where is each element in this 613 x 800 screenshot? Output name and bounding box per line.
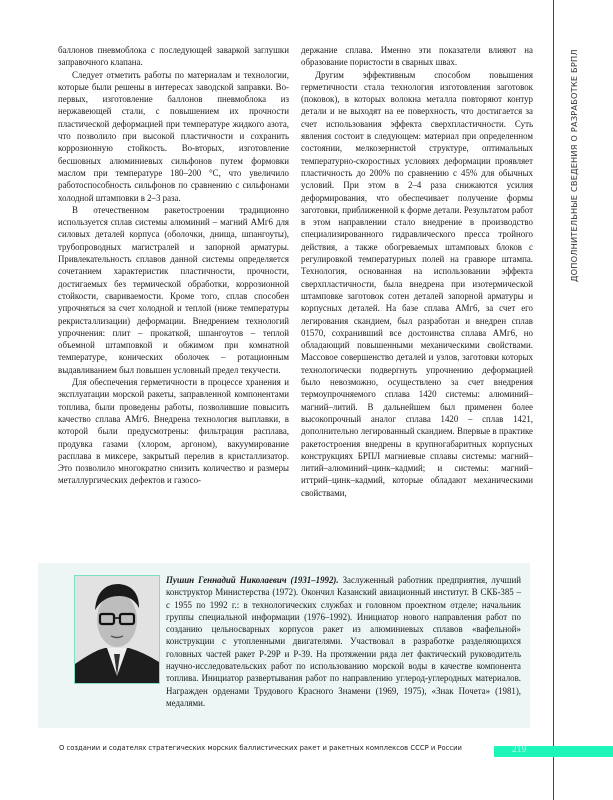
paragraph: держание сплава. Именно эти показатели влияют на образование пористости в сварных швах.: [301, 45, 533, 68]
running-footer-title: О создании и содателях стратегических морских баллистических ракет и ракетных комплексов СССР и России: [59, 744, 462, 752]
left-text-column: [58, 44, 289, 487]
margin-divider-line: [553, 0, 554, 800]
paragraph: В отечественном ракетостроении традиционно используется сплав системы алюминий – магний АМг6 для силовых деталей корпуса (оболочки, днища, шпангоуты), трубопроводных магистралей и запорной арматуры. Привлекательность сплавов данной системы определяется сочетанием характеристик пластичности, прочности, достигаемых без термической обработки, коррозионной стойкости, свариваемости. Кроме того, сплав способен упрочняться за счет холодной и теплой (ниже температуры рекристаллизации) деформации. Внедрением технологий упрочнения: плит – прокаткой, шпангоутов – теплой объемной штамповкой и обжимом при комнатной температуре, конических оболочек – ротационным выдавливанием был повышен условный предел текучести.: [58, 204, 289, 375]
paragraph: Другим эффективным способом повышения герметичности стала технология изготовления заготовок (поковок), в которых волокна металла повторяют контур детали и не выходят на ее поверхность, что достигается за счет использования эффекта сверхпластичности. Суть явления состоит в следующем: материал при определенном состоянии, мелкозернистой структуре, оптимальных температурно-скоростных условиях деформации проявляет пластичность до 200% по сравнению с 45% для обычных условий. При этом в 2–4 раза снижаются усилия деформирования, что обеспечивает получение формы заготовки, приближенной к форме детали. Результатом работ в этом направлении стало внедрение в производство специализированного гидравлического пресса тройного действия, а также обогреваемых штамповых блоков с регулировкой температурных полей на гравюре штампа. Технология, основанная на использовании эффекта сверхпластичности, была внедрена при изотермической штамповке заготовок сотен деталей запорной арматуры и корпусных деталей. На базе сплава АМг6, за счет его легирования скандием, был разработан и внедрен сплав 01570, сохранивший все достоинства сплава АМг6, но обладающий повышенными механическими свойствами. Массовое совершенство деталей и узлов, заготовки которых технологически подвергнуть упрочнению деформацией было невозможно, осуществлено за счет внедрения термоупрочняемого сплава 1420 системы: алюминий–магний–литий. В дальнейшем был применен более высокопрочный аналог сплава 1420 – сплав 1421, дополнительно легированный скандием. Впервые в практике ракетостроения внедрены в крупногабаритных корпусных конструкциях БРПЛ магниевые сплавы системы: магний–литий–алюминий–цинк–кадмий; и системы: магний–иттрий–цинк–кадмий, которые обладают механическими свойствами,: [301, 69, 533, 498]
biography-box: [38, 563, 530, 728]
paragraph: баллонов пневмоблока с последующей заваркой заглушки заправочного клапана.: [58, 45, 289, 68]
section-side-title-text: ДОПОЛНИТЕЛЬНЫЕ СВЕДЕНИЯ О РАЗРАБОТКЕ БРПЛ: [569, 49, 579, 282]
portrait-image-icon: [75, 576, 159, 683]
right-text-column: [301, 44, 533, 499]
paragraph: Следует отметить работы по материалам и технологии, которые были решены в интересах заводской заправки. Во-первых, изготовление баллонов пневмоблока из нержавеющей стали, с повышением их прочности пластической деформацией при температуре жидкого азота, что позволило при высокой пластичности и сохранить коррозионную стойкость. Во-вторых, изготовление бесшовных алюминиевых сильфонов путем формовки маслом при температуре 180–200 °С, что увеличило работоспособность сильфонов по сравнению с сильфонами холодной штамповки в 2–3 раза.: [58, 69, 289, 203]
biography-body: Заслуженный работник предприятия, лучший конструктор Министерства (1972). Окончил Казанский авиационный институт. В СКБ-385 – с 1955 по 1992 г.: в технологических службах и головном проектном отделе; начальник группы специальной информации (1976–1992). Инициатор нового направления работ по созданию цельносварных корпусов ракет из алюминиевых сплавов «вафельной» конструкции с утопленными двигателями. Участвовал в разработке разделяющихся головных частей ракет Р-29Р и Р-39. На протяжении ряда лет фактический руководитель научно-исследовательских работ по использованию морской воды в качестве компонента топлива. Инициатор развертывания работ по направлению углерод-углеродных материалов. Награжден орденами Трудового Красного Знамени (1969, 1975), «Знак Почета» (1981), медалями.: [166, 575, 521, 708]
person-name: Пушин Геннадий Николаевич (1931–1992).: [166, 575, 339, 585]
section-side-title: [567, 42, 579, 282]
biography-text: [166, 574, 521, 709]
page-number: 219: [512, 745, 527, 755]
paragraph: Для обеспечения герметичности в процессе хранения и эксплуатации морской ракеты, заправленной компонентами топлива, были проведены работы, позволившие повысить качество сплава АМг6. Внедрена технология выплавки, в которой были предусмотрены: фильтрация расплава, продувка газами (хлором, аргоном), вакуумирование расплава в миксере, закрытый перелив в кристаллизатор. Это позволило многократно снизить количество и размеры металлургических дефектов и газосо-: [58, 377, 289, 486]
portrait-photo: [74, 575, 160, 684]
page-number-bar: [494, 746, 613, 757]
